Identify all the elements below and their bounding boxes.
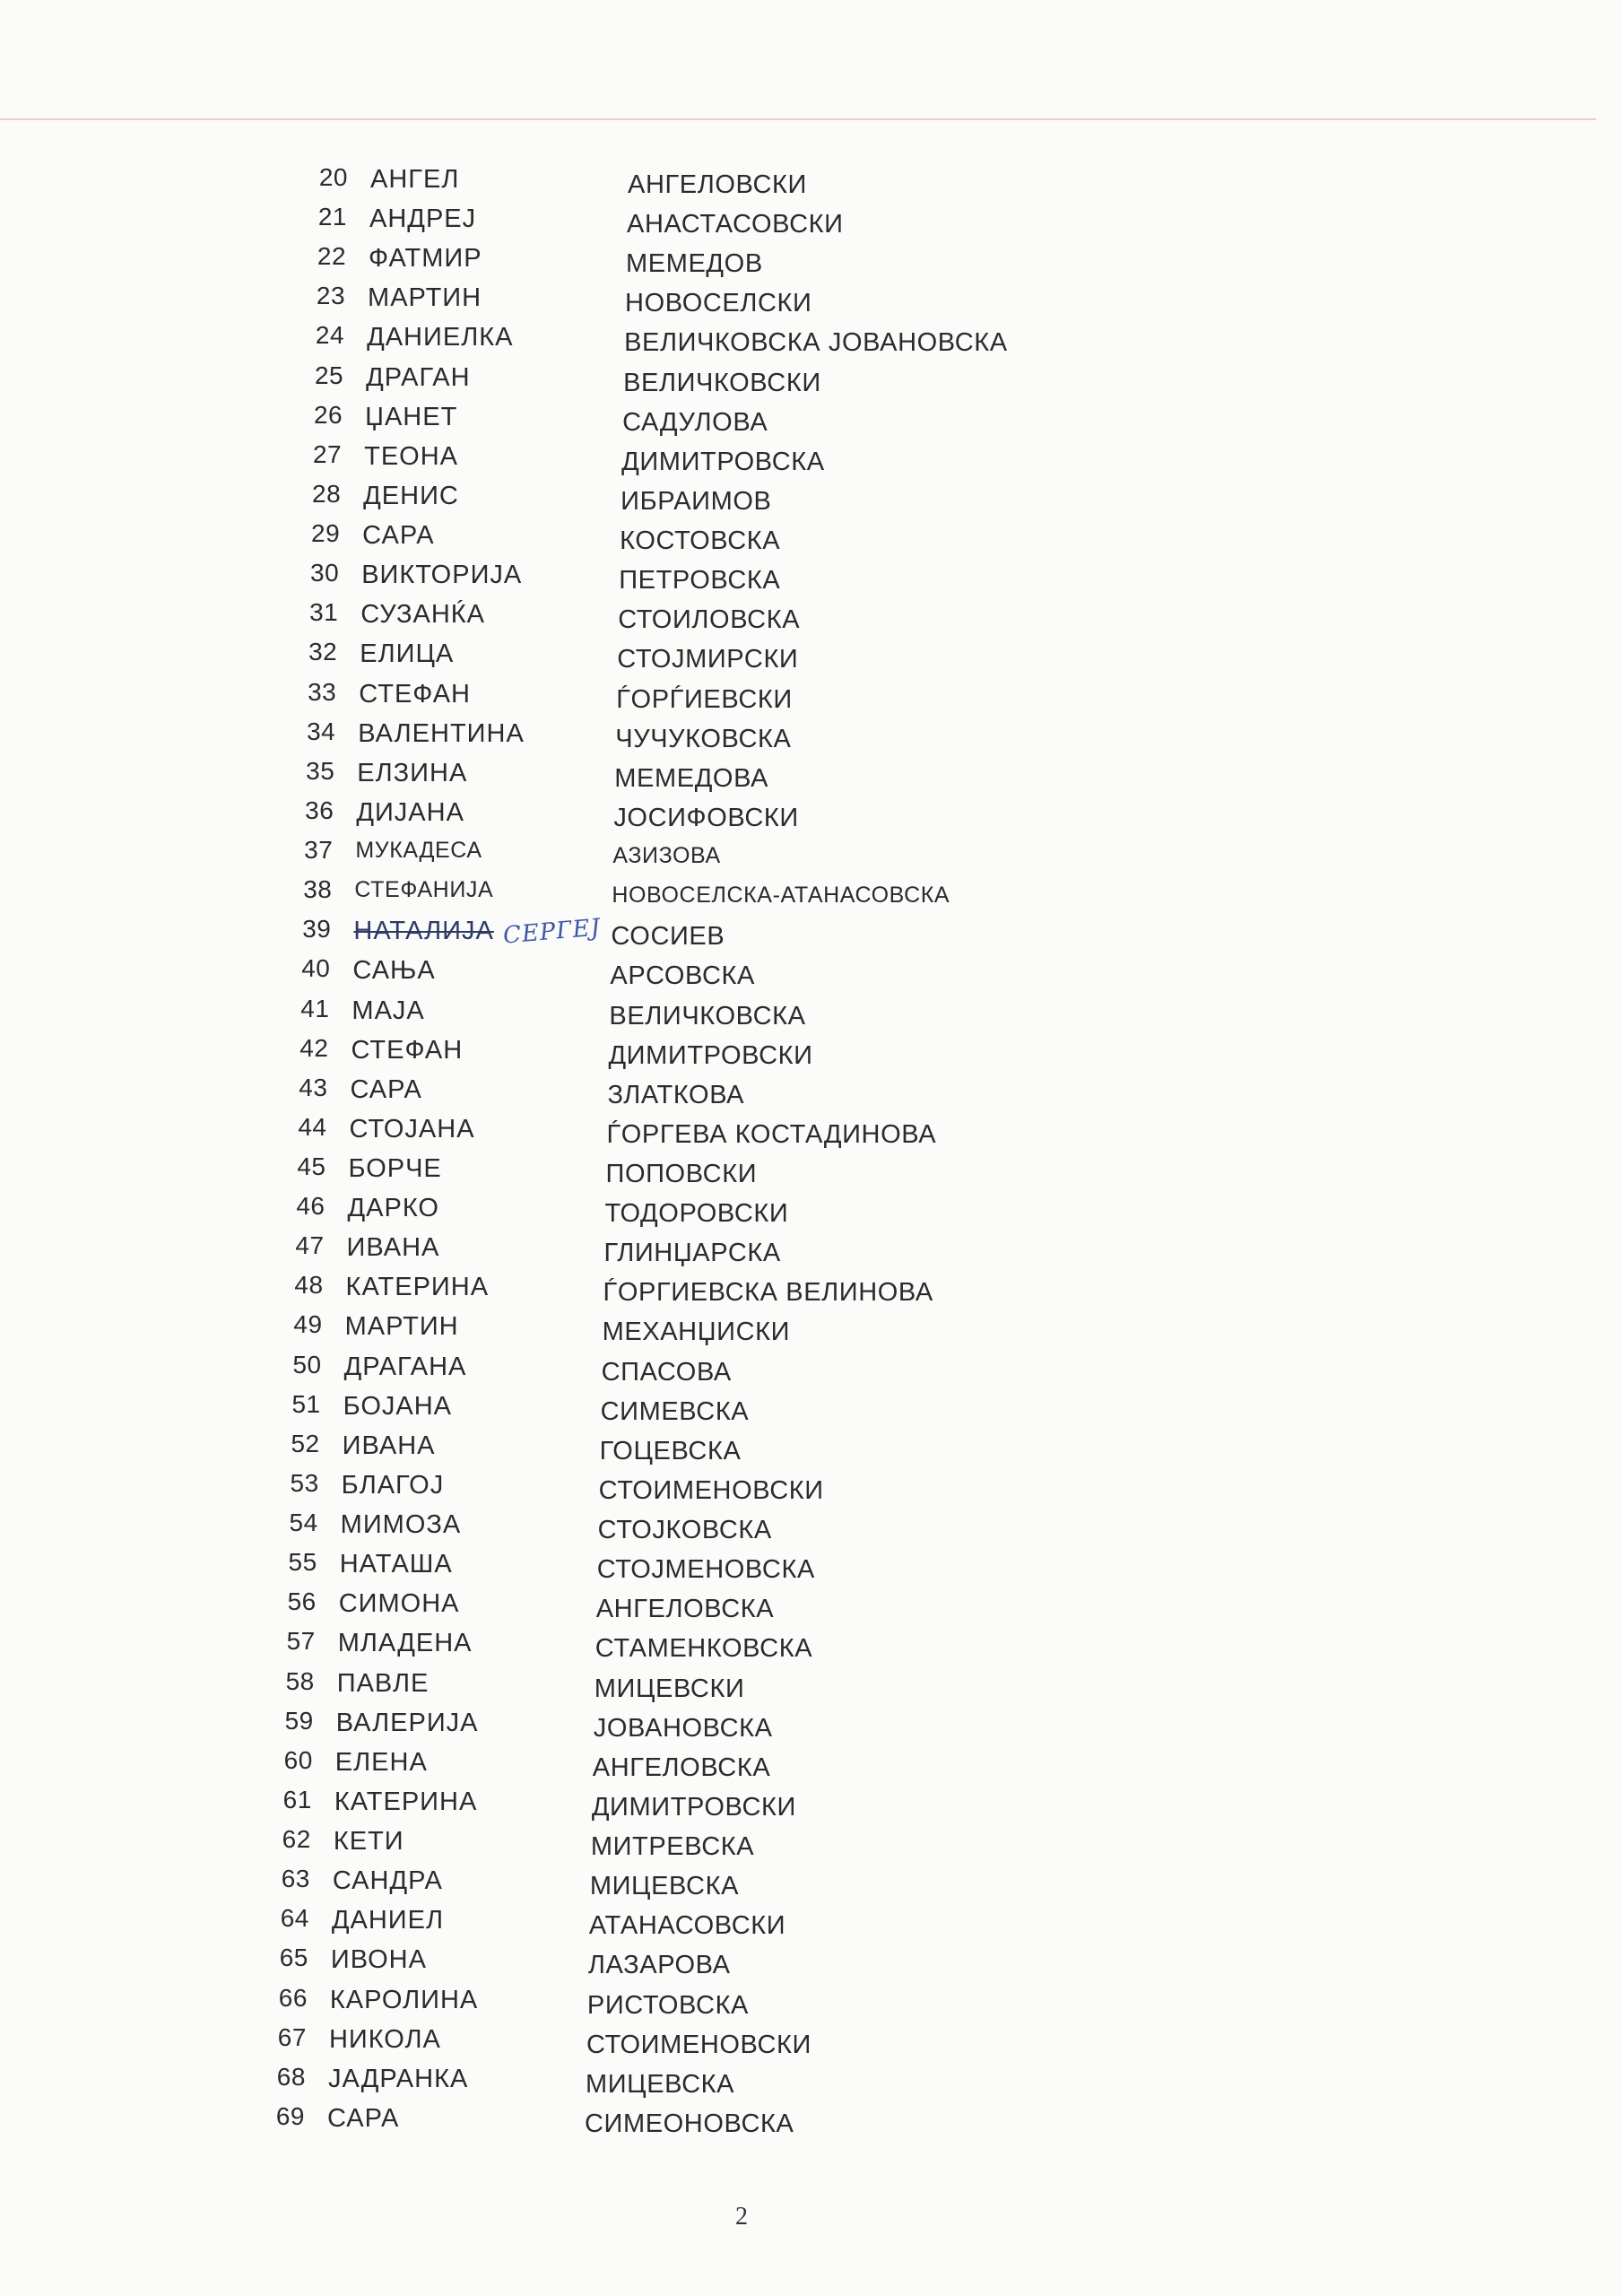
row-number: 27 xyxy=(312,439,343,468)
last-name: ГЛИНЏАРСКА xyxy=(603,1239,781,1268)
first-name-text: СТОЈАНА xyxy=(349,1114,475,1144)
row-number: 41 xyxy=(300,994,330,1022)
first-name-text: ИВАНА xyxy=(342,1431,436,1460)
first-name-text: ТЕОНА xyxy=(364,441,459,471)
list-item xyxy=(245,1984,1321,2023)
first-name-text: АНДРЕЈ xyxy=(369,204,477,234)
row-number: 44 xyxy=(298,1112,327,1141)
list-item xyxy=(276,559,1352,598)
last-name: МЕМЕДОВ xyxy=(626,249,763,279)
first-name xyxy=(358,719,525,749)
first-name xyxy=(369,204,476,234)
last-name: ЗЛАТКОВА xyxy=(607,1080,745,1109)
last-name: ЈОСИФОВСКИ xyxy=(613,803,799,832)
first-name-text: МИМОЗА xyxy=(340,1510,462,1540)
row-number: 55 xyxy=(288,1548,317,1577)
first-name xyxy=(365,403,457,432)
last-name: ПОПОВСКИ xyxy=(605,1160,758,1188)
row-number: 23 xyxy=(316,282,346,310)
list-item xyxy=(273,718,1349,757)
list-item xyxy=(253,1627,1329,1666)
row-number: 68 xyxy=(276,2062,306,2091)
first-name-text: КАРОЛИНА xyxy=(329,1985,479,2014)
list-item xyxy=(242,2102,1318,2142)
row-number: 46 xyxy=(296,1192,325,1221)
last-name: НОВОСЕЛСКА-АТАНАСОВСКА xyxy=(612,883,950,909)
header-rule xyxy=(0,118,1596,120)
last-name: ВЕЛИЧКОВСКА ЈОВАНОВСКА xyxy=(624,328,1008,358)
row-number: 31 xyxy=(309,598,339,627)
row-number: 33 xyxy=(308,677,337,706)
list-item xyxy=(255,1548,1331,1587)
last-name: ТОДОРОВСКИ xyxy=(604,1199,789,1229)
list-item xyxy=(267,954,1343,994)
list-item xyxy=(285,163,1361,203)
first-name xyxy=(356,798,464,828)
row-number: 37 xyxy=(304,836,334,865)
last-name: СТОИМЕНОВСКИ xyxy=(586,2030,812,2059)
last-name: ЛАЗАРОВА xyxy=(587,1951,731,1980)
last-name: ВЕЛИЧКОВСКИ xyxy=(623,368,821,397)
last-name: СОСИЕВ xyxy=(611,922,725,952)
row-number: 57 xyxy=(286,1627,316,1656)
list-item xyxy=(283,242,1359,282)
first-name-text: БОЈАНА xyxy=(343,1391,453,1421)
row-number: 49 xyxy=(293,1310,323,1339)
list-item xyxy=(252,1667,1328,1707)
first-name-text: МАРТИН xyxy=(368,283,482,313)
first-name xyxy=(337,1669,430,1699)
list-item xyxy=(251,1707,1327,1746)
list-item xyxy=(280,401,1356,440)
first-name-text: НАТАША xyxy=(339,1550,453,1579)
list-item xyxy=(254,1587,1330,1627)
first-name xyxy=(364,442,458,472)
row-number: 22 xyxy=(317,242,347,271)
list-item xyxy=(284,203,1360,242)
first-name xyxy=(370,165,459,195)
first-name xyxy=(355,838,482,864)
first-name-text: ДРАГАНА xyxy=(343,1352,467,1381)
first-name-text: САЊА xyxy=(352,956,436,986)
last-name: СИМЕВСКА xyxy=(600,1396,750,1426)
first-name-text: КАТЕРИНА xyxy=(334,1787,478,1816)
first-name xyxy=(349,1115,474,1144)
first-name xyxy=(333,1866,443,1896)
row-number: 29 xyxy=(311,519,341,548)
list-item xyxy=(260,1310,1336,1350)
first-name xyxy=(360,639,454,669)
first-name xyxy=(334,1787,478,1817)
list-item xyxy=(272,757,1348,796)
list-item xyxy=(247,1865,1324,1904)
first-name-text: ДРАГАН xyxy=(366,362,471,392)
handwritten-correction: СЕРГЕЈ xyxy=(501,914,602,950)
list-item xyxy=(265,1074,1341,1113)
last-name: АНГЕЛОВСКА xyxy=(592,1752,771,1782)
list-item xyxy=(265,1034,1341,1074)
last-name: МЕХАНЏИСКИ xyxy=(602,1318,791,1347)
last-name: АЗИЗОВА xyxy=(612,843,721,869)
row-number: 50 xyxy=(292,1350,322,1378)
list-item xyxy=(282,282,1358,321)
list-item xyxy=(256,1509,1332,1548)
first-name-text: МУКАДЕСА xyxy=(355,838,482,864)
first-name xyxy=(348,1194,439,1223)
first-name xyxy=(366,363,470,393)
first-name-text: СИМОНА xyxy=(338,1589,460,1619)
last-name: ЧУЧУКОВСКА xyxy=(615,724,792,753)
row-number: 69 xyxy=(275,2101,305,2130)
first-name-text: СТЕФАН xyxy=(351,1035,464,1065)
first-name-text: МЛАДЕНА xyxy=(337,1629,473,1658)
row-number: 35 xyxy=(306,756,335,785)
first-name xyxy=(352,956,435,986)
row-number: 66 xyxy=(278,1983,308,2012)
row-number: 21 xyxy=(317,203,348,231)
first-name xyxy=(360,600,485,630)
page-number: 2 xyxy=(735,2203,748,2231)
first-name xyxy=(354,877,493,903)
row-number: 42 xyxy=(299,1033,329,1062)
first-name xyxy=(352,996,424,1026)
row-number: 48 xyxy=(294,1271,324,1300)
first-name xyxy=(357,759,467,788)
list-item xyxy=(257,1430,1333,1469)
first-name xyxy=(368,283,482,313)
row-number: 43 xyxy=(299,1073,328,1101)
first-name-text: КЕТИ xyxy=(333,1827,404,1857)
list-item xyxy=(262,1231,1338,1271)
row-number: 45 xyxy=(297,1152,326,1180)
last-name: СТОЈКОВСКА xyxy=(597,1516,772,1545)
row-number: 62 xyxy=(282,1825,311,1854)
first-name-text: ЕЛЗИНА xyxy=(357,758,468,787)
row-number: 34 xyxy=(307,717,336,745)
last-name: ЃОРГЕВА КОСТАДИНОВА xyxy=(606,1119,937,1149)
list-item xyxy=(263,1192,1339,1231)
first-name-text: САРА xyxy=(362,521,435,551)
list-item xyxy=(261,1271,1337,1310)
first-name-text: САРА xyxy=(326,2103,400,2133)
row-number: 58 xyxy=(285,1666,315,1695)
row-number: 64 xyxy=(280,1904,309,1933)
row-number: 61 xyxy=(282,1785,312,1813)
first-name-text: ДАНИЕЛКА xyxy=(367,323,514,352)
list-item xyxy=(249,1786,1325,1825)
last-name: САДУЛОВА xyxy=(622,407,768,437)
last-name: СТОИЛОВСКА xyxy=(618,605,801,635)
list-item xyxy=(282,321,1358,361)
list-item xyxy=(243,2063,1319,2102)
list-item xyxy=(247,1904,1323,1944)
last-name: ДИМИТРОВСКА xyxy=(621,447,825,476)
list-item xyxy=(275,598,1351,638)
row-number: 26 xyxy=(313,400,343,429)
last-name: АНГЕЛОВСКА xyxy=(595,1595,775,1624)
first-name xyxy=(343,1431,436,1461)
row-number: 28 xyxy=(312,479,342,508)
first-name-text: ВАЛЕНТИНА xyxy=(358,718,525,748)
last-name: СИМЕОНОВСКА xyxy=(584,2109,794,2138)
row-number: 56 xyxy=(287,1587,317,1616)
first-name-text: ДИЈАНА xyxy=(356,797,464,827)
row-number: 67 xyxy=(277,2022,307,2051)
list-item xyxy=(281,361,1357,401)
last-name: СТАМЕНКОВСКА xyxy=(595,1634,813,1664)
last-name: АНГЕЛОВСКИ xyxy=(628,170,807,199)
row-number: 25 xyxy=(314,361,344,389)
first-name xyxy=(329,2025,441,2055)
first-name-text: САНДРА xyxy=(332,1866,443,1896)
first-name-text: БОРЧЕ xyxy=(348,1154,442,1183)
first-name-text: СУЗАНЌА xyxy=(360,600,486,630)
row-number: 32 xyxy=(308,638,338,666)
first-name-text: АНГЕЛ xyxy=(370,165,460,194)
first-name-text: ЏАНЕТ xyxy=(365,402,458,431)
first-name-text: ВАЛЕРИЈА xyxy=(335,1708,479,1737)
last-name: СТОЈМЕНОВСКА xyxy=(596,1555,815,1585)
row-number: 54 xyxy=(289,1509,318,1537)
first-name xyxy=(359,680,471,709)
row-number: 63 xyxy=(281,1865,310,1893)
last-name: МИЦЕВСКА xyxy=(589,1872,740,1901)
first-name xyxy=(350,1075,421,1105)
first-name-text: ЕЛИЦА xyxy=(360,639,455,669)
first-name xyxy=(338,1629,473,1658)
first-name xyxy=(361,561,522,590)
row-number: 51 xyxy=(291,1389,321,1418)
first-name xyxy=(344,1352,467,1382)
first-name xyxy=(327,2104,399,2134)
row-number: 30 xyxy=(310,559,340,587)
last-name: СТОЈМИРСКИ xyxy=(617,645,799,674)
first-name-text: САРА xyxy=(350,1074,422,1104)
first-name xyxy=(346,1273,490,1302)
row-number: 59 xyxy=(284,1706,314,1735)
list-item xyxy=(256,1469,1332,1509)
last-name: ПЕТРОВСКА xyxy=(619,566,781,596)
list-item xyxy=(278,480,1354,519)
list-item xyxy=(244,2023,1320,2063)
last-name: МИЦЕВСКИ xyxy=(594,1674,745,1703)
last-name: МИТРЕВСКА xyxy=(590,1832,755,1862)
first-name-text: СТЕФАН xyxy=(359,679,471,709)
first-name-text: БЛАГОЈ xyxy=(341,1470,445,1500)
row-number: 53 xyxy=(290,1468,319,1497)
list-item xyxy=(250,1746,1326,1786)
list-item xyxy=(266,995,1342,1034)
row-number: 24 xyxy=(315,321,345,350)
last-name: ДИМИТРОВСКИ xyxy=(608,1040,813,1070)
list-item xyxy=(246,1944,1322,1983)
last-name: РИСТОВСКА xyxy=(586,1990,750,2020)
first-name-text: ДАРКО xyxy=(347,1194,439,1223)
first-name xyxy=(351,1036,463,1065)
list-item xyxy=(273,678,1350,718)
first-name xyxy=(349,1154,442,1184)
list-item xyxy=(264,1152,1340,1192)
row-number: 40 xyxy=(301,954,331,983)
first-name xyxy=(342,1471,445,1500)
first-name-text: ЕЛЕНА xyxy=(334,1747,428,1777)
first-name-text: ДЕНИС xyxy=(363,481,459,510)
first-name-text: МАЈА xyxy=(352,996,425,1025)
list-item xyxy=(274,638,1350,677)
first-name xyxy=(336,1709,479,1738)
first-name xyxy=(339,1589,460,1619)
first-name xyxy=(347,1233,440,1263)
last-name: ЈОВАНОВСКА xyxy=(593,1713,773,1743)
last-name: КОСТОВСКА xyxy=(620,526,781,556)
first-name xyxy=(362,521,434,551)
list-item xyxy=(258,1390,1334,1430)
first-name-text: КАТЕРИНА xyxy=(345,1273,490,1302)
first-name-text: МАРТИН xyxy=(344,1312,459,1342)
first-name xyxy=(345,1312,459,1342)
row-number: 60 xyxy=(283,1745,313,1774)
row-number: 52 xyxy=(291,1429,320,1457)
first-name xyxy=(369,244,482,274)
last-name: ДИМИТРОВСКИ xyxy=(591,1792,796,1822)
first-name xyxy=(331,1945,427,1975)
first-name-text: ИВАНА xyxy=(346,1233,440,1263)
first-name-text: ФАТМИР xyxy=(369,244,482,274)
list-item xyxy=(279,440,1355,480)
list-item xyxy=(277,519,1353,559)
first-name xyxy=(353,914,602,950)
row-number: 47 xyxy=(295,1231,325,1260)
list-item xyxy=(248,1825,1324,1865)
last-name: МЕМЕДОВА xyxy=(614,763,769,793)
last-name: ВЕЛИЧКОВСКА xyxy=(609,1001,806,1031)
last-name: ИБРАИМОВ xyxy=(621,486,772,516)
last-name: АНАСТАСОВСКИ xyxy=(627,210,844,239)
row-number: 38 xyxy=(303,875,333,904)
last-name: АРСОВСКА xyxy=(610,961,755,991)
last-name: ЃОРГИЕВСКА ВЕЛИНОВА xyxy=(603,1278,933,1308)
first-name xyxy=(341,1510,462,1540)
list-item xyxy=(268,915,1344,954)
first-name-text: НИКОЛА xyxy=(328,2024,441,2054)
first-name xyxy=(335,1748,428,1778)
last-name: СТОИМЕНОВСКИ xyxy=(598,1475,824,1505)
first-name-text: ПАВЛЕ xyxy=(336,1668,430,1698)
last-name: НОВОСЕЛСКИ xyxy=(625,289,812,318)
list-item xyxy=(259,1351,1335,1390)
first-name xyxy=(332,1906,444,1935)
first-name xyxy=(343,1392,452,1422)
first-name-text: ЈАДРАНКА xyxy=(327,2064,469,2093)
last-name: ГОЦЕВСКА xyxy=(599,1436,742,1465)
first-name-text: ВИКТОРИЈА xyxy=(361,561,523,590)
first-name-text: ИВОНА xyxy=(330,1945,427,1975)
row-number: 39 xyxy=(302,915,332,944)
last-name: МИЦЕВСКА xyxy=(585,2069,735,2099)
last-name: АТАНАСОВСКИ xyxy=(588,1911,786,1941)
list-item xyxy=(264,1113,1340,1152)
last-name: СПАСОВА xyxy=(601,1357,732,1387)
row-number: 20 xyxy=(318,163,348,191)
last-name: ЃОРЃИЕВСКИ xyxy=(616,684,793,714)
list-item xyxy=(269,875,1345,915)
first-name-text: ДАНИЕЛ xyxy=(331,1906,445,1935)
struck-first-name: НАТАЛИЈА xyxy=(353,917,494,946)
first-name xyxy=(367,323,513,352)
first-name xyxy=(328,2065,468,2094)
first-name xyxy=(334,1827,404,1857)
list-item xyxy=(270,836,1346,875)
first-name xyxy=(340,1550,453,1579)
list-item xyxy=(271,796,1347,836)
first-name xyxy=(330,1986,478,2015)
first-name xyxy=(363,482,459,511)
row-number: 65 xyxy=(279,1944,308,1972)
row-number: 36 xyxy=(305,796,334,824)
first-name-text: СТЕФАНИЈА xyxy=(354,877,494,903)
